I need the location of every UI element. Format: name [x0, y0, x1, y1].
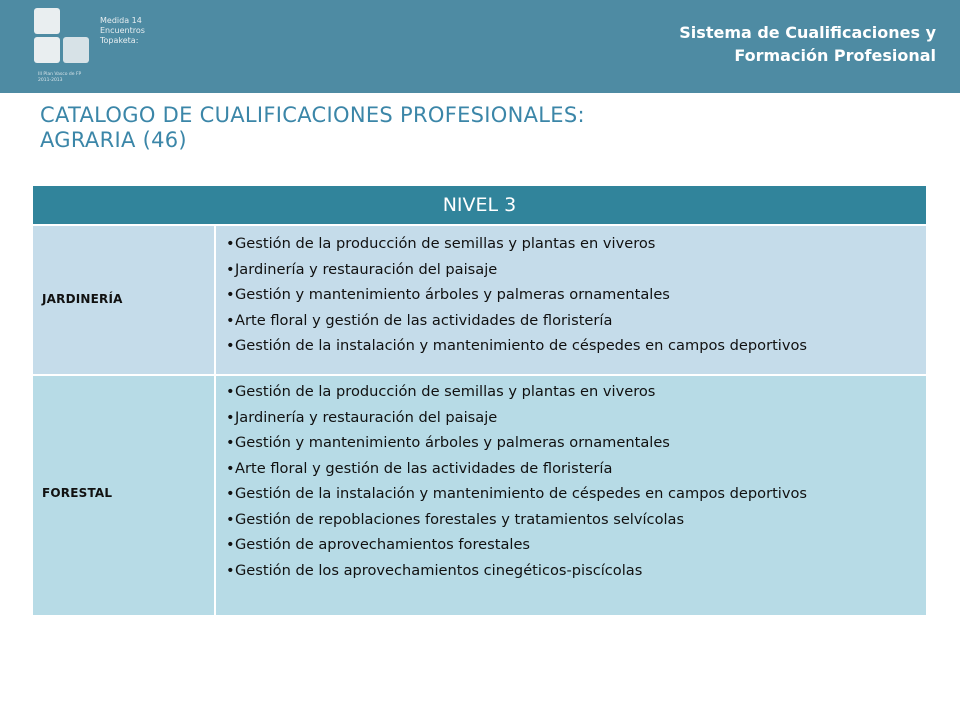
qualifications-table [33, 186, 926, 615]
list-item: • Arte floral y gestión de las actividades de floristería [226, 456, 807, 482]
logo-line: Encuentros [100, 26, 145, 35]
qualifications-list [226, 231, 807, 359]
list-item: • Arte floral y gestión de las actividades de floristería [226, 308, 807, 334]
page-title-line: AGRARIA (46) [40, 128, 187, 152]
list-item: • Jardinería y restauración del paisaje [226, 257, 807, 283]
table-header-label: NIVEL 3 [442, 194, 517, 216]
list-item: • Gestión de los aprovechamientos cinegéticos-piscícolas [226, 558, 807, 584]
list-item: • Gestión de repoblaciones forestales y tratamientos selvícolas [226, 507, 807, 533]
list-item: • Gestión de la producción de semillas y plantas en viveros [226, 231, 807, 257]
page-title-line: CATALOGO DE CUALIFICACIONES PROFESIONALES: [40, 103, 585, 127]
category-cell [33, 376, 214, 615]
list-item: • Gestión de aprovechamientos forestales [226, 532, 807, 558]
table-row [33, 376, 926, 615]
system-title [679, 21, 936, 67]
category-label: FORESTAL [42, 486, 113, 500]
qualifications-cell [216, 226, 926, 374]
table-row [33, 226, 926, 374]
system-title-line: Formación Profesional [734, 46, 936, 65]
table-header [33, 186, 926, 224]
system-title-line: Sistema de Cualificaciones y [679, 23, 936, 42]
logo-text [100, 16, 145, 46]
qualifications-cell [216, 376, 926, 615]
category-label: JARDINERÍA [42, 292, 123, 306]
list-item: • Gestión y mantenimiento árboles y palmeras ornamentales [226, 430, 807, 456]
qualifications-list [226, 379, 807, 583]
logo-line: Topaketa: [100, 36, 139, 45]
list-item: • Gestión de la instalación y mantenimiento de céspedes en campos deportivos [226, 481, 807, 507]
list-item: • Jardinería y restauración del paisaje [226, 405, 807, 431]
logo-square-icon [34, 8, 60, 34]
header-banner [0, 0, 960, 93]
list-item: • Gestión de la instalación y mantenimiento de céspedes en campos deportivos [226, 333, 807, 359]
logo-square-icon [34, 37, 60, 63]
logo-line: Medida 14 [100, 16, 142, 25]
category-cell [33, 226, 214, 374]
list-item: • Gestión de la producción de semillas y plantas en viveros [226, 379, 807, 405]
logo-caption: III Plan Vasco de FP 2011-2013 [38, 72, 82, 83]
logo-square-icon [63, 37, 89, 63]
page-title [40, 103, 585, 153]
list-item: • Gestión y mantenimiento árboles y palmeras ornamentales [226, 282, 807, 308]
